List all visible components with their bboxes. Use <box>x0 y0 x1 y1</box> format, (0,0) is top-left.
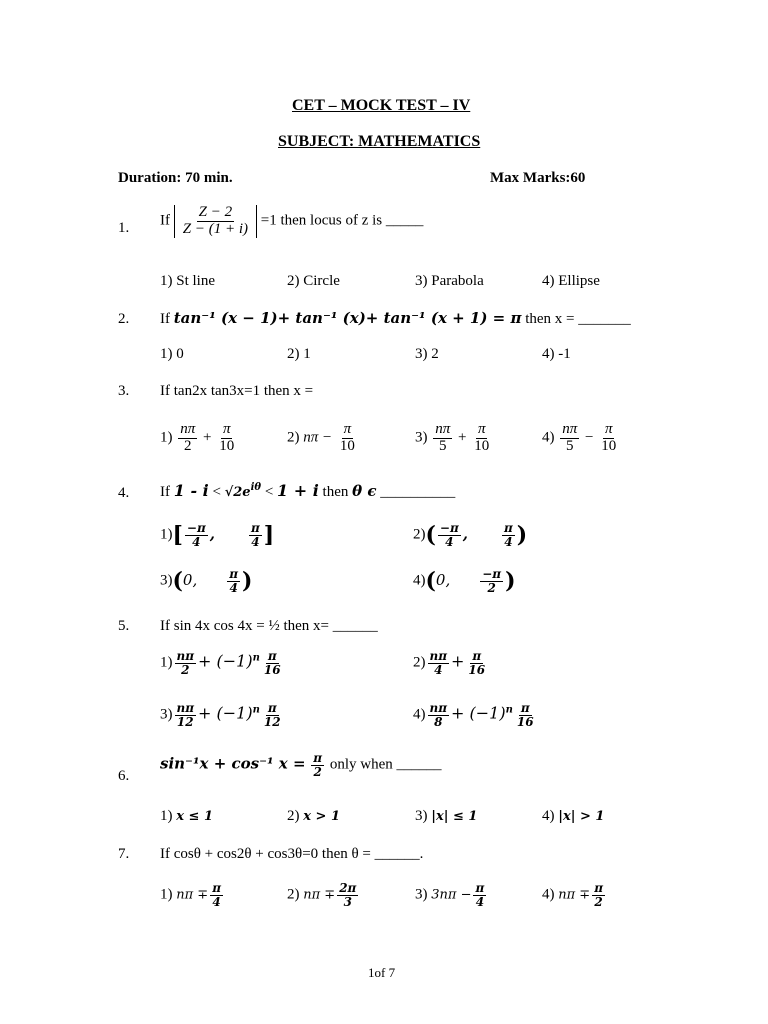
q4-opt4-open: ( <box>425 568 436 595</box>
q4-opt4-close: ) <box>505 568 516 595</box>
q6-option-2[interactable] <box>287 808 340 825</box>
q1-option-4[interactable]: 4) Ellipse <box>542 273 600 289</box>
q7-opt4-num: π <box>594 881 603 895</box>
q3-opt1-b-num: π <box>222 421 231 437</box>
q4-opt1-frac-b <box>249 522 262 548</box>
q3-opt2-label: 2) <box>287 429 300 446</box>
q4-opt1-frac-a <box>185 522 208 548</box>
q3-opt2-frac-b <box>338 422 357 455</box>
q5-option-2[interactable] <box>413 650 489 676</box>
q5-opt3-frac-a <box>175 702 197 728</box>
q4-opt2-open: ( <box>425 522 436 549</box>
q1-if: If <box>160 212 170 229</box>
subject-title: SUBJECT: MATHEMATICS <box>278 133 481 150</box>
q4-opt1-b: π <box>251 521 260 535</box>
q3-opt3-frac-a <box>433 422 452 455</box>
q1-option-2[interactable]: 2) Circle <box>287 273 340 289</box>
q4-opt2-b-den: 4 <box>504 534 513 549</box>
q6-post: only when ______ <box>329 756 442 773</box>
q5-opt1-frac-a <box>175 650 197 676</box>
q5-opt2-mid: + <box>451 651 465 671</box>
q4-opt1-a: −π <box>186 521 206 535</box>
q7-opt3-den: 4 <box>475 894 485 909</box>
q5-opt4-frac-b <box>515 702 536 728</box>
q6-opt3-expr: |x| ≤ 1 <box>431 809 478 824</box>
q3-number: 3. <box>118 383 130 399</box>
q3-opt3-a-den: 5 <box>439 437 447 454</box>
q4-opt4-b: −π <box>482 567 502 581</box>
q6-option-4[interactable] <box>542 808 604 825</box>
q3-option-2[interactable] <box>287 422 359 455</box>
q4-lt1: < <box>212 484 221 500</box>
q2-expression: tan⁻¹ (x − 1)+ tan⁻¹ (x)+ tan⁻¹ (x + 1) = π <box>173 309 522 327</box>
q6-option-1[interactable] <box>160 808 213 825</box>
q4-opt4-frac-b <box>480 568 503 594</box>
q4-opt4-b-den: 2 <box>487 580 496 595</box>
q4-opt2-a-den: 4 <box>445 534 454 549</box>
q7-opt2-frac <box>337 882 358 908</box>
q1-abs-expr <box>174 205 257 238</box>
q4-lhs: 1 - i <box>173 481 209 500</box>
q3-opt3-label: 3) <box>415 429 428 446</box>
q4-opt1-label: 1) <box>160 526 173 543</box>
q6-frac-num: π <box>313 751 323 765</box>
q4-opt1-comma: , <box>209 524 215 543</box>
q5-option-4[interactable] <box>413 702 538 728</box>
q5-opt1-a-num: nπ <box>176 649 195 663</box>
q5-opt3-frac-b <box>262 702 283 728</box>
q3-opt1-label: 1) <box>160 429 173 446</box>
q2-option-3[interactable]: 3) 2 <box>415 346 439 362</box>
q7-opt3-frac <box>473 882 486 908</box>
q1-option-3[interactable]: 3) Parabola <box>415 273 484 289</box>
q3-opt1-a-num: nπ <box>180 421 196 437</box>
q7-opt4-frac <box>592 882 605 908</box>
q4-theta-in: θ ϵ <box>352 482 377 500</box>
q1-frac-den: Z − (1 + i) <box>182 220 248 237</box>
q5-opt4-a-num: nπ <box>429 701 448 715</box>
q3-opt4-label: 4) <box>542 429 555 446</box>
q4-stem <box>160 481 455 501</box>
q4-option-1[interactable] <box>160 522 274 548</box>
q7-option-3[interactable] <box>415 882 488 908</box>
q4-mid-sup: iθ <box>250 482 262 493</box>
q5-option-3[interactable] <box>160 702 285 728</box>
q6-stem <box>160 752 442 778</box>
q4-opt2-b: π <box>504 521 513 535</box>
q5-opt3-sup: n <box>252 704 260 716</box>
q3-opt4-frac-a <box>560 422 579 455</box>
q6-frac-den: 2 <box>313 764 322 779</box>
q5-opt2-b-num: π <box>472 649 482 663</box>
q5-opt1-sup: n <box>252 652 260 664</box>
q3-opt1-frac-a <box>178 422 197 455</box>
q2-stem <box>160 309 631 328</box>
q5-opt4-frac-a <box>428 702 450 728</box>
q6-opt2-expr: x > 1 <box>303 809 340 824</box>
q7-opt1-num: π <box>212 881 221 895</box>
q3-opt4-op: − <box>585 429 594 446</box>
q6-number: 6. <box>118 768 130 784</box>
q4-if: If <box>160 484 170 500</box>
q7-option-4[interactable] <box>542 882 607 908</box>
q5-opt1-mid: + (−1) <box>198 651 253 671</box>
q4-opt3-b-den: 4 <box>229 580 238 595</box>
q3-option-4[interactable] <box>542 422 620 455</box>
q4-opt1-b-den: 4 <box>251 534 260 549</box>
q6-option-3[interactable] <box>415 808 477 825</box>
q7-opt1-lead: nπ ∓ <box>176 887 209 903</box>
q4-opt3-close: ) <box>242 568 253 595</box>
q4-opt2-a: −π <box>439 521 459 535</box>
q5-opt1-b-den: 16 <box>263 662 281 677</box>
q7-opt4-lead: nπ ∓ <box>558 887 591 903</box>
q2-post: then x = _______ <box>525 311 631 327</box>
q7-stem: If cosθ + cos2θ + cos3θ=0 then θ = ______. <box>160 846 424 862</box>
q1-stem <box>160 205 423 238</box>
q3-opt3-a-num: nπ <box>435 421 451 437</box>
q4-opt3-label: 3) <box>160 572 173 589</box>
q3-opt2-b-den: 10 <box>339 437 355 454</box>
q7-opt2-num: 2π <box>339 881 357 895</box>
q5-number: 5. <box>118 618 130 634</box>
q2-if: If <box>160 311 170 327</box>
q7-opt3-num: π <box>475 881 485 895</box>
q5-opt3-b-den: 12 <box>263 714 281 729</box>
q4-option-2[interactable] <box>413 522 527 548</box>
q6-opt1-expr: x ≤ 1 <box>176 809 213 824</box>
q5-opt1-frac-b <box>262 650 283 676</box>
q4-opt2-comma: , <box>462 524 468 543</box>
q7-opt2-lead: nπ ∓ <box>303 887 336 903</box>
q7-option-1[interactable] <box>160 882 225 908</box>
q1-equals: =1 <box>260 212 277 229</box>
q5-opt2-frac-a <box>428 650 450 676</box>
q6-fraction <box>311 752 324 778</box>
q4-mid: √2e <box>224 485 251 500</box>
q3-option-3[interactable] <box>415 422 493 455</box>
page-number: 1of 7 <box>368 965 396 980</box>
q5-opt2-a-den: 4 <box>434 662 443 677</box>
q1-post: then locus of z is _____ <box>280 212 424 229</box>
q4-blank: __________ <box>380 484 456 500</box>
q5-opt3-a-den: 12 <box>176 714 194 729</box>
q4-opt3-a: 0, <box>182 570 198 589</box>
q6-opt2-label: 2) <box>287 808 300 824</box>
q4-then: then <box>322 484 349 500</box>
q7-opt4-den: 2 <box>594 894 603 909</box>
q3-opt1-a-den: 2 <box>184 437 192 454</box>
q5-opt1-b-num: π <box>267 649 277 663</box>
q6-opt4-expr: |x| > 1 <box>558 809 605 824</box>
q6-opt4-label: 4) <box>542 808 555 824</box>
q3-opt1-frac-b <box>217 422 236 455</box>
q3-opt4-b-den: 10 <box>601 437 617 454</box>
q3-opt4-frac-b <box>599 422 618 455</box>
q4-opt3-open: ( <box>172 568 183 595</box>
q3-opt3-op: + <box>458 429 467 446</box>
q7-opt4-label: 4) <box>542 886 555 903</box>
q4-option-4[interactable] <box>413 568 516 594</box>
q3-option-1[interactable] <box>160 422 238 455</box>
q7-opt1-den: 4 <box>212 894 221 909</box>
q4-opt3-b: π <box>229 567 239 581</box>
q3-opt4-b-num: π <box>604 421 613 437</box>
q4-opt1-a-den: 4 <box>192 534 201 549</box>
q7-opt1-frac <box>210 882 223 908</box>
duration: Duration: 70 min. <box>118 170 233 186</box>
q5-opt4-a-den: 8 <box>434 714 443 729</box>
q6-expression: sin⁻¹x + cos⁻¹ x = <box>160 754 306 773</box>
q7-opt2-label: 2) <box>287 886 300 903</box>
q4-opt2-frac-b <box>502 522 515 548</box>
q7-opt1-label: 1) <box>160 886 173 903</box>
q5-opt1-label: 1) <box>160 654 173 671</box>
q4-rhs: 1 + i <box>277 481 319 500</box>
test-title: CET – MOCK TEST – IV <box>292 97 471 114</box>
q4-opt4-label: 4) <box>413 572 426 589</box>
q3-opt2-lead: nπ − <box>303 429 333 446</box>
q3-opt3-b-num: π <box>477 421 486 437</box>
q5-opt3-label: 3) <box>160 706 173 723</box>
q1-fraction <box>181 205 250 238</box>
q3-stem: If tan2x tan3x=1 then x = <box>160 383 314 399</box>
q2-number: 2. <box>118 311 130 327</box>
q4-opt2-frac-a <box>438 522 461 548</box>
q4-option-3[interactable] <box>160 568 252 594</box>
q5-opt2-a-num: nπ <box>429 649 448 663</box>
q3-opt2-b-num: π <box>343 421 352 437</box>
q3-opt1-b-den: 10 <box>219 437 235 454</box>
q4-opt4-a: 0, <box>435 570 451 589</box>
q1-number: 1. <box>118 220 130 236</box>
q4-opt1-open: [ <box>172 522 183 549</box>
q7-option-2[interactable] <box>287 882 360 908</box>
q4-number: 4. <box>118 485 130 501</box>
q5-opt4-b-num: π <box>520 701 530 715</box>
max-marks: Max Marks:60 <box>490 170 586 186</box>
q5-stem: If sin 4x cos 4x = ½ then x= ______ <box>160 618 378 634</box>
q4-opt1-close: ] <box>263 522 275 549</box>
q5-opt2-b-den: 16 <box>468 662 486 677</box>
q6-opt1-label: 1) <box>160 808 173 824</box>
q4-opt2-label: 2) <box>413 526 426 543</box>
q7-opt2-den: 3 <box>343 894 352 909</box>
q5-opt4-b-den: 16 <box>516 714 534 729</box>
q4-opt2-close: ) <box>516 522 528 549</box>
q5-opt3-b-num: π <box>267 701 277 715</box>
q2-option-1[interactable]: 1) 0 <box>160 346 184 362</box>
q2-option-2[interactable]: 2) 1 <box>287 346 311 362</box>
q5-opt3-mid: + (−1) <box>198 703 253 723</box>
q3-opt4-a-num: nπ <box>562 421 578 437</box>
q1-frac-num: Z − 2 <box>198 204 233 220</box>
q5-option-1[interactable] <box>160 650 285 676</box>
q7-number: 7. <box>118 846 130 862</box>
q5-opt2-frac-b <box>466 650 487 676</box>
q5-opt4-sup: n <box>505 704 513 716</box>
q5-opt4-label: 4) <box>413 706 426 723</box>
q5-opt2-label: 2) <box>413 654 426 671</box>
q4-opt3-frac-b <box>227 568 240 594</box>
q3-opt3-b-den: 10 <box>474 437 490 454</box>
q5-opt1-a-den: 2 <box>181 662 190 677</box>
q3-opt1-op: + <box>203 429 212 446</box>
q6-opt3-label: 3) <box>415 808 428 824</box>
q5-opt3-a-num: nπ <box>176 701 195 715</box>
q2-option-4[interactable]: 4) -1 <box>542 346 571 362</box>
q1-option-1[interactable]: 1) St line <box>160 273 215 289</box>
q3-opt4-a-den: 5 <box>566 437 574 454</box>
q4-lt2: < <box>264 484 274 500</box>
q7-opt3-lead: 3nπ − <box>431 887 472 903</box>
q7-opt3-label: 3) <box>415 886 428 903</box>
q3-opt3-frac-b <box>472 422 491 455</box>
q5-opt4-mid: + (−1) <box>451 703 506 723</box>
